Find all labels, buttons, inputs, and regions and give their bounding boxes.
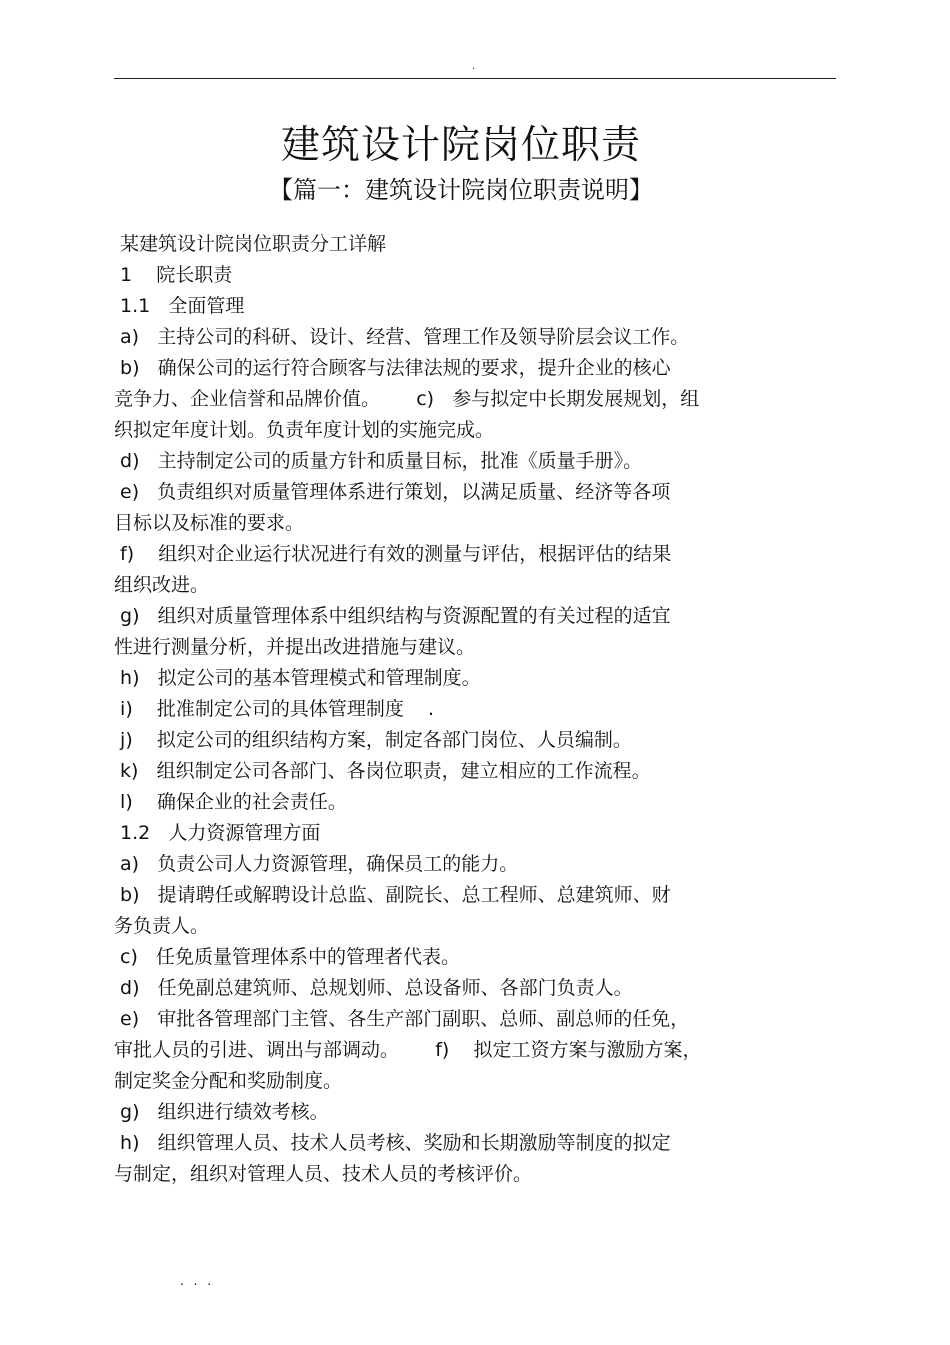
text-line: 织拟定年度计划。负责年度计划的实施完成。: [114, 419, 495, 441]
page-title: 建筑设计院岗位职责: [280, 123, 641, 168]
text-line: e) 负责组织对质量管理体系进行策划，以满足质量、经济等各项: [114, 481, 671, 503]
text-line: 某建筑设计院岗位职责分工详解: [114, 233, 387, 255]
text-line: 竞争力、企业信誉和品牌价值。 c) 参与拟定中长期发展规划，组: [114, 388, 700, 410]
text-line: b) 提请聘任或解聘设计总监、副院长、总工程师、总建筑师、财: [114, 884, 671, 906]
text-line: g) 组织进行绩效考核。: [114, 1101, 329, 1123]
text-line: a) 负责公司人力资源管理，确保员工的能力。: [114, 853, 519, 875]
text-line: 务负责人。: [114, 915, 210, 937]
footer-dots: . . .: [180, 1274, 215, 1288]
text-line: 1.2 人力资源管理方面: [114, 822, 321, 844]
text-line: 1 院长职责: [114, 264, 233, 286]
text-line: d) 主持制定公司的质量方针和质量目标，批准《质量手册》。: [114, 450, 643, 472]
text-line: 1.1 全面管理: [114, 295, 245, 317]
text-line: e) 审批各管理部门主管、各生产部门副职、总师、副总师的任免，: [114, 1008, 690, 1030]
text-line: 性进行测量分析，并提出改进措施与建议。: [114, 636, 476, 658]
text-line: k) 组织制定公司各部门、各岗位职责，建立相应的工作流程。: [114, 760, 651, 782]
text-line: f) 组织对企业运行状况进行有效的测量与评估，根据评估的结果: [114, 543, 672, 565]
text-line: d) 任免副总建筑师、总规划师、总设备师、各部门负责人。: [114, 977, 633, 999]
text-line: j) 拟定公司的组织结构方案，制定各部门岗位、人员编制。: [114, 729, 632, 751]
text-line: g) 组织对质量管理体系中组织结构与资源配置的有关过程的适宜: [114, 605, 671, 627]
text-line: 目标以及标准的要求。: [114, 512, 305, 534]
text-line: h) 拟定公司的基本管理模式和管理制度。: [114, 667, 481, 689]
text-line: h) 组织管理人员、技术人员考核、奖励和长期激励等制度的拟定: [114, 1132, 671, 1154]
header-dot: .: [472, 61, 476, 72]
text-line: 组织改进。: [114, 574, 210, 596]
text-line: 制定奖金分配和奖励制度。: [114, 1070, 343, 1092]
text-line: a) 主持公司的科研、设计、经营、管理工作及领导阶层会议工作。: [114, 326, 690, 348]
text-line: 与制定，组织对管理人员、技术人员的考核评价。: [114, 1163, 533, 1185]
document-body: [114, 229, 794, 1190]
page-subtitle: 【篇一：建筑设计院岗位职责说明】: [269, 176, 653, 204]
text-line: c) 任免质量管理体系中的管理者代表。: [114, 946, 461, 968]
header-rule: [114, 78, 836, 79]
text-line: i) 批准制定公司的具体管理制度 .: [114, 698, 435, 720]
text-line: l) 确保企业的社会责任。: [114, 791, 347, 813]
text-line: b) 确保公司的运行符合顾客与法律法规的要求，提升企业的核心: [114, 357, 671, 379]
text-line: 审批人员的引进、调出与部调动。 f) 拟定工资方案与激励方案，: [114, 1039, 702, 1061]
